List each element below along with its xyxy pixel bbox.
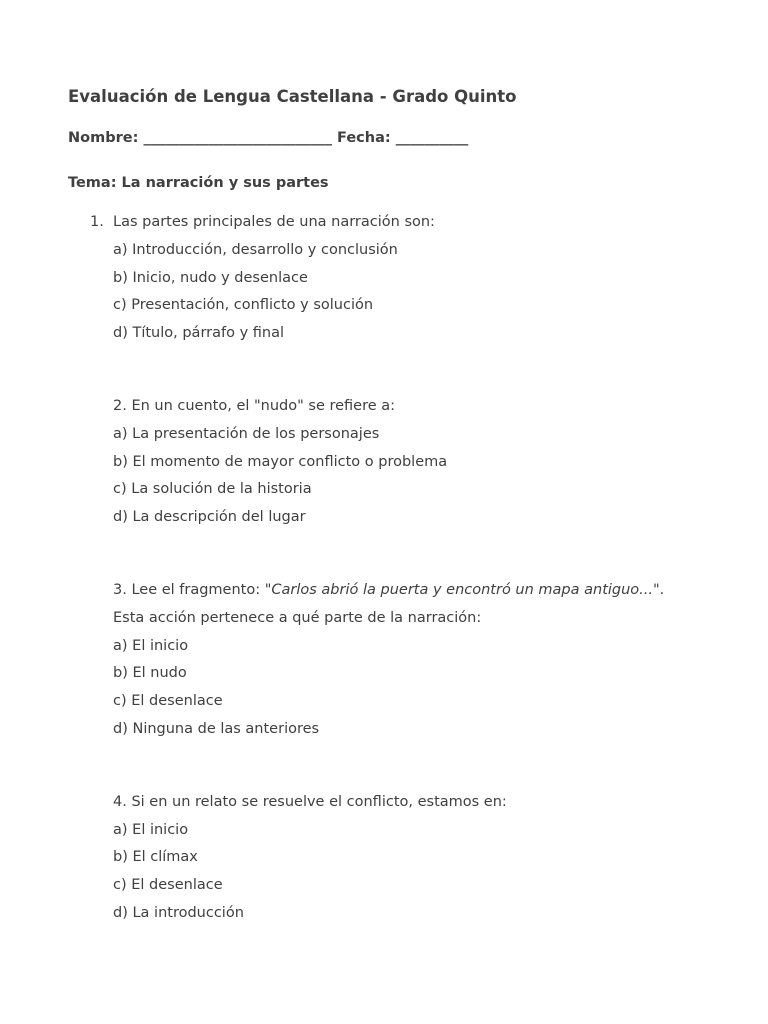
name-label: Nombre: <box>68 130 139 146</box>
question-prompt: 2. En un cuento, el "nudo" se refiere a: <box>113 397 396 414</box>
exam-page <box>68 86 708 928</box>
answer-option: a) El inicio <box>113 637 189 654</box>
answer-option: c) Presentación, conflicto y solución <box>113 297 374 314</box>
answer-option: a) El inicio <box>113 821 189 838</box>
answer-option: c) El desenlace <box>113 693 223 710</box>
answer-option: d) Título, párrafo y final <box>113 325 285 342</box>
question-number: 1. <box>90 214 104 230</box>
answer-option: b) El nudo <box>113 665 187 682</box>
answer-option: d) La introducción <box>113 904 244 921</box>
prompt-prefix: 3. Lee el fragmento: " <box>113 581 272 598</box>
topic-heading: Tema: La narración y sus partes <box>68 175 329 191</box>
answer-option: c) La solución de la historia <box>113 481 312 498</box>
question-prompt <box>113 577 708 605</box>
answer-option: a) Introducción, desarrollo y conclusión <box>113 241 398 258</box>
question-1 <box>68 209 708 348</box>
name-date-line <box>68 128 708 148</box>
question-3 <box>68 577 708 744</box>
document-title: Evaluación de Lengua Castellana - Grado Quinto <box>68 87 517 106</box>
date-blank: __________ <box>395 130 469 146</box>
answer-option: b) El momento de mayor conflicto o problema <box>113 453 448 470</box>
prompt-suffix: ". <box>653 581 665 598</box>
question-prompt: Las partes principales de una narración son: <box>113 214 435 230</box>
question-prompt: 4. Si en un relato se resuelve el conflicto, estamos en: <box>113 793 507 810</box>
answer-option: b) El clímax <box>113 849 198 866</box>
name-blank: __________________________ <box>143 130 332 146</box>
answer-option: c) El desenlace <box>113 877 223 894</box>
answer-option: a) La presentación de los personajes <box>113 425 380 442</box>
date-label: Fecha: <box>337 130 391 146</box>
answer-option: d) Ninguna de las anteriores <box>113 720 320 737</box>
quoted-fragment: Carlos abrió la puerta y encontró un mapa antiguo... <box>271 581 654 598</box>
question-4 <box>68 789 708 928</box>
answer-option: d) La descripción del lugar <box>113 509 306 526</box>
question-2 <box>68 393 708 532</box>
answer-option: b) Inicio, nudo y desenlace <box>113 269 308 286</box>
question-prompt-continued: Esta acción pertenece a qué parte de la narración: <box>113 609 482 626</box>
